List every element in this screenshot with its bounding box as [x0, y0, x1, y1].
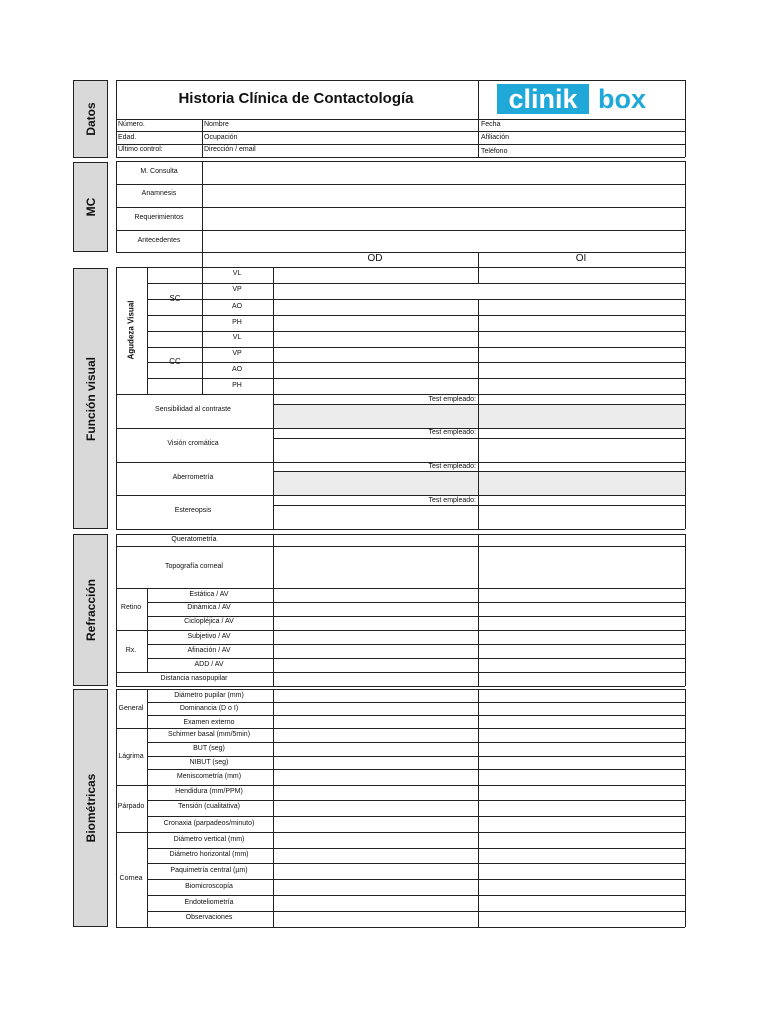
mc-consulta: M. Consulta — [140, 168, 178, 175]
test-empleado-label: Test empleado: — [428, 463, 476, 470]
grid-line — [147, 588, 148, 672]
grid-line — [147, 347, 685, 348]
agudeza-row-label: AO — [231, 303, 243, 310]
grid-line — [478, 299, 479, 394]
grid-line — [685, 161, 686, 252]
grid-line — [116, 672, 685, 673]
grid-line — [116, 157, 685, 158]
grid-line — [147, 644, 685, 645]
grid-line — [685, 534, 686, 686]
grid-line — [147, 756, 685, 757]
grid-line — [202, 119, 203, 157]
grid-line — [478, 80, 479, 157]
test-empleado-label: Test empleado: — [428, 396, 476, 403]
sidebar-mc: MC — [73, 162, 108, 252]
grid-line — [273, 471, 685, 472]
grid-line — [478, 394, 479, 529]
cornea-label: Cornea — [119, 875, 143, 882]
agudeza-row-label: PH — [232, 382, 242, 389]
grid-line — [147, 800, 685, 801]
grid-line — [116, 588, 685, 589]
grid-line — [116, 161, 117, 252]
grid-line — [116, 462, 685, 463]
rx-label: Rx. — [125, 647, 137, 654]
retino-row-label: Ciclopléjica / AV — [184, 618, 234, 625]
mc-requerimientos: Requerimientos — [134, 214, 184, 221]
lagrima-row-label: Schirmer basal (mm/5min) — [167, 731, 251, 738]
general-row-label: Diámetro pupilar (mm) — [174, 692, 244, 699]
cornea-row-label: Diámetro vertical (mm) — [173, 836, 245, 843]
retino-label: Retino — [120, 604, 142, 611]
logo-text-2: box — [597, 84, 647, 114]
grid-line — [273, 404, 685, 405]
grid-line — [116, 785, 685, 786]
grid-line — [147, 911, 685, 912]
grid-line — [478, 252, 479, 267]
grid-line — [116, 80, 117, 157]
grid-line — [685, 80, 686, 157]
parpado-row-label: Cronaxia (parpadeos/minuto) — [163, 820, 255, 827]
sidebar-refraccion: Refracción — [73, 534, 108, 686]
grid-line — [685, 689, 686, 927]
parpado-row-label: Tensión (cualitativa) — [178, 803, 240, 810]
general-row-label: Examen externo — [183, 719, 235, 726]
grid-line — [116, 630, 685, 631]
grid-line — [116, 546, 685, 547]
rx-row-label: Subjetivo / AV — [187, 633, 231, 640]
mc-antecedentes: Antecedentes — [137, 237, 181, 244]
grid-line — [147, 742, 685, 743]
lagrima-row-label: Meniscometría (mm) — [176, 773, 242, 780]
grid-line — [685, 252, 686, 267]
grid-line — [147, 863, 685, 864]
sidebar-biometricas: Biométricas — [73, 689, 108, 927]
field-direccion: Dirección / email — [204, 146, 256, 153]
grid-line — [116, 394, 685, 395]
agudeza-row-label: PH — [232, 319, 242, 326]
agudeza-row-label: AO — [231, 366, 243, 373]
grid-line — [147, 299, 685, 300]
grid-line — [116, 728, 685, 729]
agudeza-row-label: VL — [232, 334, 242, 341]
field-ocupacion: Ocupación — [204, 134, 238, 141]
test-empleado-label: Test empleado: — [428, 429, 476, 436]
retino-row-label: Estática / AV — [189, 591, 229, 598]
grid-line — [273, 534, 274, 686]
field-numero: Número. — [118, 121, 145, 128]
grid-line — [147, 315, 685, 316]
sidebar-funcion-visual: Función visual — [73, 268, 108, 529]
rx-row-label: ADD / AV — [194, 661, 224, 668]
test-estereopsis: Estereopsis — [174, 507, 212, 514]
grid-line — [202, 252, 203, 267]
parpado-row-label: Hendidura (mm/PPM) — [175, 788, 243, 795]
grid-line — [147, 816, 685, 817]
grid-line — [147, 689, 148, 927]
grid-line — [116, 80, 685, 81]
field-nombre: Nombre — [204, 121, 229, 128]
general-label: General — [118, 705, 144, 712]
grid-line — [147, 895, 685, 896]
test-aberrometria: Aberrometría — [172, 474, 214, 481]
lagrima-label: Lágrima — [118, 753, 144, 760]
cornea-row-label: Diámetro horizontal (mm) — [169, 851, 249, 858]
field-afiliacion: Afiliación — [481, 134, 510, 141]
grid-line — [147, 616, 685, 617]
grid-line — [685, 267, 686, 529]
grid-line — [273, 267, 274, 529]
grid-line — [147, 331, 685, 332]
mc-anamnesis: Anamnesis — [141, 190, 177, 197]
grid-line — [273, 689, 274, 927]
grid-line — [478, 689, 479, 927]
test-shade — [273, 404, 685, 428]
parpado-label: Párpado — [117, 803, 145, 810]
grid-line — [116, 689, 685, 690]
lagrima-row-label: NIBUT (seg) — [189, 759, 229, 766]
grid-line — [202, 161, 203, 252]
agudeza-row-label: VP — [232, 286, 242, 293]
grid-line — [273, 438, 685, 439]
cornea-row-label: Paquimetría central (µm) — [170, 867, 248, 874]
agudeza-row-label: VL — [232, 270, 242, 277]
test-shade — [273, 471, 685, 495]
grid-line — [147, 602, 685, 603]
field-ultimo-control: Último control: — [118, 146, 163, 153]
grid-line — [147, 283, 685, 284]
grid-line — [116, 686, 685, 687]
cornea-row-label: Observaciones — [185, 914, 233, 921]
page-title: Historia Clínica de Contactología — [178, 90, 414, 107]
grid-line — [147, 715, 685, 716]
queratometria-label: Queratometría — [171, 536, 217, 543]
test-empleado-label: Test empleado: — [428, 497, 476, 504]
grid-line — [147, 378, 685, 379]
sidebar-datos: Datos — [73, 80, 108, 158]
grid-line — [202, 252, 685, 253]
grid-line — [116, 428, 685, 429]
agudeza-row-label: VP — [232, 350, 242, 357]
grid-line — [147, 848, 685, 849]
retino-row-label: Dinámica / AV — [187, 604, 231, 611]
grid-line — [147, 702, 685, 703]
grid-line — [147, 658, 685, 659]
cornea-row-label: Biomicroscopía — [185, 883, 233, 890]
grid-line — [478, 267, 479, 283]
column-oi: OI — [575, 253, 587, 264]
grid-line — [147, 769, 685, 770]
grid-line — [116, 529, 685, 530]
logo-text-1: clinik — [508, 84, 578, 114]
rx-row-label: Afinación / AV — [187, 647, 231, 654]
field-fecha: Fecha — [481, 121, 501, 128]
grid-line — [116, 832, 685, 833]
agudeza-visual-label: Agudeza Visual — [126, 300, 136, 360]
grid-line — [202, 267, 203, 394]
lagrima-row-label: BUT (seg) — [193, 745, 225, 752]
grid-line — [116, 495, 685, 496]
field-edad: Edad. — [118, 134, 137, 141]
grid-line — [116, 267, 117, 529]
cornea-row-label: Endoteliometría — [184, 899, 234, 906]
grid-line — [116, 689, 117, 927]
test-vision-cromatica: Visión cromática — [167, 440, 219, 447]
column-od: OD — [367, 253, 383, 264]
test-sensibilidad: Sensibilidad al contraste — [155, 406, 231, 413]
grid-line — [147, 362, 685, 363]
grid-line — [147, 879, 685, 880]
grid-line — [273, 505, 685, 506]
distancia-label: Distancia nasopupilar — [160, 675, 228, 682]
grid-line — [116, 534, 685, 535]
topografia-label: Topografía corneal — [165, 563, 223, 570]
field-telefono: Teléfono — [481, 148, 508, 155]
clinikbox-logo — [497, 84, 653, 114]
grid-line — [116, 534, 117, 686]
grid-line — [478, 534, 479, 686]
grid-line — [116, 927, 685, 928]
general-row-label: Dominancia (D o I) — [179, 705, 239, 712]
grid-line — [147, 267, 148, 394]
